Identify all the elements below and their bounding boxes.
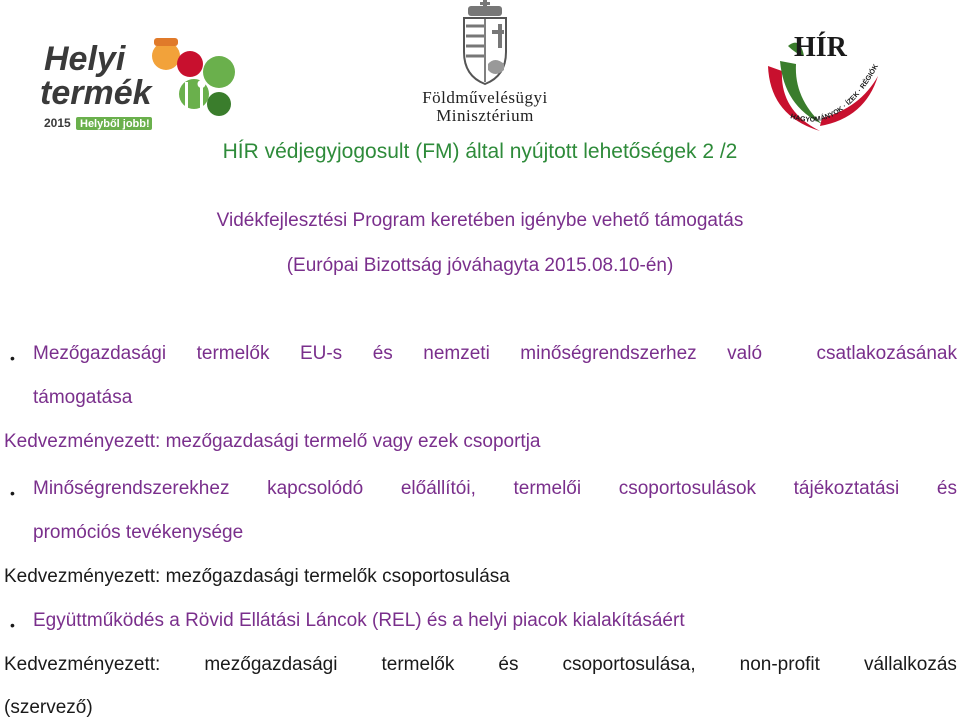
item2-beneficiary: Kedvezményezett: mezőgazdasági termelők csoportosulása <box>4 566 510 587</box>
item2-bullet-continuation: promóciós tevékenysége <box>33 522 244 543</box>
ministry-name-line1: Földművelésügyi <box>422 88 548 107</box>
helyi-termek-logo-graphic <box>14 32 254 132</box>
word: Kedvezményezett: <box>4 654 161 675</box>
word: termelők <box>381 654 455 675</box>
slide-title: HÍR védjegyjogosult (FM) által nyújtott lehetőségek 2 /2 <box>222 140 738 163</box>
word: csoportosulások <box>618 478 757 499</box>
item3-bullet-line: Együttműködés a Rövid Ellátási Láncok (REL) és a helyi piacok kialakításáért <box>33 610 685 631</box>
helyi-termek-logo <box>14 32 254 132</box>
word: mezőgazdasági <box>204 654 338 675</box>
word: Minőségrendszerekhez <box>33 478 230 499</box>
word: nemzeti <box>423 343 490 364</box>
word: és <box>936 478 957 499</box>
bullet-icon: • <box>10 617 15 633</box>
word: és <box>498 654 519 675</box>
word: tájékoztatási <box>793 478 900 499</box>
item1-bullet-line <box>33 343 957 365</box>
ministry-name-line2: Minisztérium <box>436 106 534 125</box>
word: minőségrendszerhez <box>520 343 697 364</box>
word: vállalkozás <box>863 654 957 675</box>
ministry-logo <box>400 0 570 128</box>
item1-bullet-continuation: támogatása <box>33 387 133 408</box>
item3-beneficiary-continuation: (szervező) <box>4 697 93 718</box>
logo-termek-word: termék <box>40 74 152 112</box>
word: csatlakozásának <box>816 343 957 364</box>
word: Mezőgazdasági <box>33 343 167 364</box>
word: termelői <box>513 478 582 499</box>
word: előállítói, <box>400 478 476 499</box>
logo-helyi-word: Helyi <box>44 40 126 78</box>
logo-year: 2015 <box>44 116 71 130</box>
word: kapcsolódó <box>267 478 364 499</box>
hir-logo-graphic <box>760 26 890 136</box>
item1-beneficiary: Kedvezményezett: mezőgazdasági termelő vagy ezek csoportja <box>4 431 541 452</box>
bullet-icon: • <box>10 485 15 501</box>
word: és <box>372 343 393 364</box>
word: való <box>727 343 763 364</box>
slide-subtitle-date: (Európai Bizottság jóváhagyta 2015.08.10-én) <box>286 255 674 276</box>
logo-slogan: Helyből jobb! <box>80 118 150 130</box>
coat-of-arms-icon <box>400 0 570 86</box>
word: csoportosulása, <box>562 654 696 675</box>
word: termelők <box>196 343 270 364</box>
word: non-profit <box>739 654 820 675</box>
hir-logo-name: HÍR <box>794 32 847 63</box>
word: EU-s <box>299 343 343 364</box>
bullet-icon: • <box>10 350 15 366</box>
hir-logo-arc-text: HAGYOMÁNYOK · ÍZEK · RÉGIÓK <box>789 63 880 124</box>
item2-bullet-line <box>33 478 957 500</box>
hir-logo <box>760 26 890 136</box>
item3-beneficiary-line <box>4 654 957 676</box>
slide-subtitle: Vidékfejlesztési Program keretében igénybe vehető támogatás <box>216 210 744 231</box>
